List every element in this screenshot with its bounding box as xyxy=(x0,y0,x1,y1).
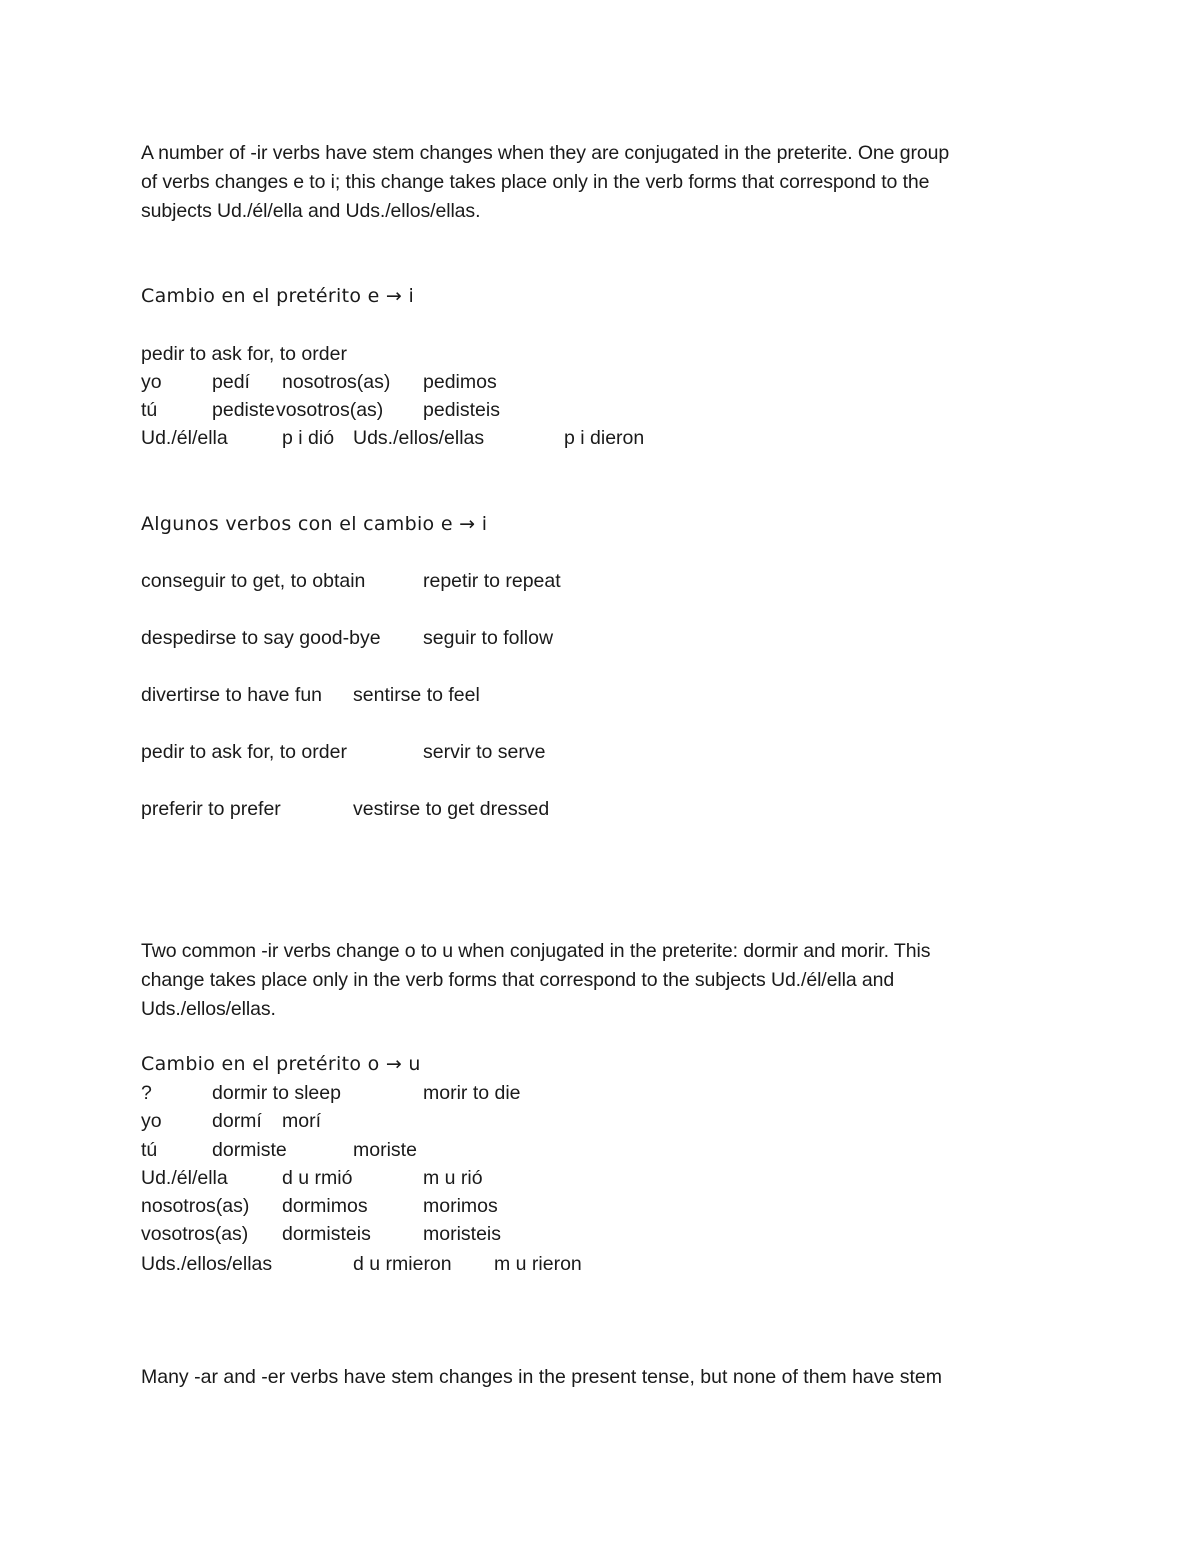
subject-cell: yo xyxy=(141,1110,162,1132)
intro-paragraph xyxy=(141,139,1061,226)
o-u-paragraph xyxy=(141,937,1061,1024)
form-cell: pediste xyxy=(212,399,275,421)
form-cell: d u rmió xyxy=(282,1167,353,1189)
subject-cell: nosotros(as) xyxy=(141,1195,250,1217)
paragraph-line: Uds./ellos/ellas. xyxy=(141,998,276,1020)
heading-some-verbs: Algunos verbos con el cambio e → i xyxy=(141,513,488,535)
form-cell: d u rmieron xyxy=(353,1253,452,1275)
form-cell: pedimos xyxy=(423,371,497,393)
verb-entry: pedir to ask for, to order xyxy=(141,741,347,763)
verb-entry: despedirse to say good-bye xyxy=(141,627,381,649)
subject-cell: tú xyxy=(141,1139,158,1161)
verb-entry: seguir to follow xyxy=(423,627,554,649)
subject-cell: Uds./ellos/ellas xyxy=(353,427,485,449)
verb-entry: vestirse to get dressed xyxy=(353,798,550,820)
form-cell: pedí xyxy=(212,371,250,393)
closing-paragraph-line: Many -ar and -er verbs have stem changes in the present tense, but none of them have stem xyxy=(141,1366,943,1388)
intro-line: of verbs changes e to i; this change takes place only in the verb forms that correspond to the xyxy=(141,171,930,193)
subject-cell: Ud./él/ella xyxy=(141,427,228,449)
header-cell: morir to die xyxy=(423,1082,521,1104)
header-cell: ? xyxy=(141,1082,152,1104)
form-cell: m u rió xyxy=(423,1167,483,1189)
form-cell: p i dieron xyxy=(564,427,645,449)
verb-entry: conseguir to get, to obtain xyxy=(141,570,366,592)
form-cell: moriste xyxy=(353,1139,417,1161)
subject-cell: nosotros(as) xyxy=(282,371,391,393)
heading-e-i-change: Cambio en el pretérito e → i xyxy=(141,285,415,307)
subject-cell: Ud./él/ella xyxy=(141,1167,228,1189)
intro-line: A number of -ir verbs have stem changes when they are conjugated in the preterite. One group xyxy=(141,142,950,164)
paragraph-line: change takes place only in the verb forms that correspond to the subjects Ud./él/ella and xyxy=(141,969,895,991)
verb-entry: divertirse to have fun xyxy=(141,684,323,706)
form-cell: dormimos xyxy=(282,1195,368,1217)
form-cell: dormí xyxy=(212,1110,262,1132)
intro-line: subjects Ud./él/ella and Uds./ellos/ellas. xyxy=(141,200,481,222)
subject-cell: tú xyxy=(141,399,158,421)
subject-cell: vosotros(as) xyxy=(276,399,384,421)
verb-entry: preferir to prefer xyxy=(141,798,281,820)
verb-entry: sentirse to feel xyxy=(353,684,480,706)
heading-o-u-change: Cambio en el pretérito o → u xyxy=(141,1053,421,1075)
form-cell: morí xyxy=(282,1110,321,1132)
form-cell: dormiste xyxy=(212,1139,287,1161)
form-cell: dormisteis xyxy=(282,1223,371,1245)
verb-entry: servir to serve xyxy=(423,741,546,763)
subject-cell: Uds./ellos/ellas xyxy=(141,1253,273,1275)
verb-entry: repetir to repeat xyxy=(423,570,561,592)
paragraph-line: Two common -ir verbs change o to u when conjugated in the preterite: dormir and morir. This xyxy=(141,940,931,962)
form-cell: p i dió xyxy=(282,427,335,449)
form-cell: moristeis xyxy=(423,1223,502,1245)
subject-cell: yo xyxy=(141,371,162,393)
verb-title-pedir: pedir to ask for, to order xyxy=(141,343,347,365)
header-cell: dormir to sleep xyxy=(212,1082,341,1104)
form-cell: pedisteis xyxy=(423,399,500,421)
subject-cell: vosotros(as) xyxy=(141,1223,249,1245)
form-cell: morimos xyxy=(423,1195,498,1217)
form-cell: m u rieron xyxy=(494,1253,582,1275)
